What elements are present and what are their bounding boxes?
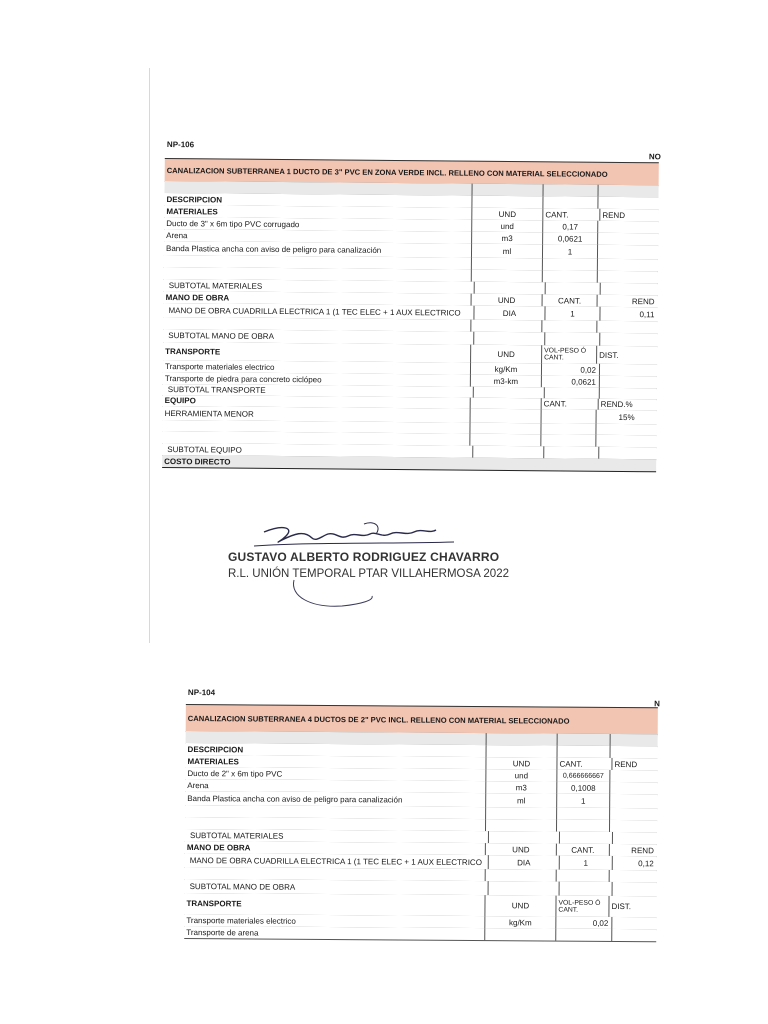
item-desc: Arena <box>166 230 188 240</box>
item-desc: Transporte materiales electrico <box>186 915 296 926</box>
signer-role: R.L. UNIÓN TEMPORAL PTAR VILLAHERMOSA 2022 <box>228 568 509 580</box>
item-und <box>484 928 555 940</box>
item-und: DIA <box>488 855 559 869</box>
item-desc: Banda Plastica ancha con aviso de peligro para canalización <box>187 793 403 805</box>
subtotal-materiales: SUBTOTAL MATERIALES <box>189 830 284 841</box>
item-cant: 0,666666667 <box>556 770 609 782</box>
col-und: UND <box>484 895 555 916</box>
item-desc: Transporte de arena <box>186 927 259 938</box>
item-cant: 0,0621 <box>541 375 599 388</box>
item-und: kg/Km <box>470 363 541 376</box>
item-desc: Transporte materiales electrico <box>164 361 275 372</box>
item-cant: 0,1008 <box>556 782 609 794</box>
descripcion-label: DESCRIPCION <box>187 744 244 754</box>
materiales-heading: MATERIALES <box>187 756 239 766</box>
item-und: m3 <box>485 781 556 793</box>
col-dist: DIST. <box>608 896 656 917</box>
table-row <box>184 926 656 942</box>
subtotal-mano-obra: SUBTOTAL MANO DE OBRA <box>168 331 274 341</box>
item-rend: 15% <box>596 410 657 425</box>
item-und: ml <box>485 793 556 807</box>
subtotal-materiales: SUBTOTAL MATERIALES <box>168 280 263 291</box>
col-dist: DIST. <box>596 346 657 365</box>
item-desc: MANO DE OBRA CUADRILLA ELECTRICA 1 (1 TEC ELEC + 1 AUX ELECTRICO <box>168 305 461 318</box>
item-cant: 0,17 <box>542 220 597 232</box>
col-cant: CANT. <box>542 208 599 220</box>
mano-obra-heading: MANO DE OBRA <box>186 842 251 852</box>
col-cant: CANT. <box>556 758 611 770</box>
item-desc: Arena <box>187 780 209 790</box>
col-cant: CANT. <box>541 398 598 409</box>
col-und: UND <box>471 208 542 221</box>
subtotal-transporte: SUBTOTAL TRANSPORTE <box>167 385 266 395</box>
signer-name: GUSTAVO ALBERTO RODRIGUEZ CHAVARRO <box>228 550 500 564</box>
item-title: CANALIZACION SUBTERRANEA 4 DUCTOS DE 2" PVC INCL. RELLENO CON MATERIAL SELECCIONADO <box>186 704 658 735</box>
descripcion-label: DESCRIPCION <box>166 194 223 204</box>
item-desc: Ducto de 2" x 6m tipo PVC <box>187 768 283 779</box>
materiales-heading: MATERIALES <box>166 206 218 216</box>
item-rend: 0,11 <box>599 307 657 322</box>
item-und: und <box>471 220 542 233</box>
col-cant: CANT. <box>542 294 597 306</box>
col-rend: REND <box>597 295 658 308</box>
item-desc: Ducto de 3" x 6m tipo PVC corrugado <box>166 218 300 229</box>
page-edge-line <box>149 68 150 643</box>
item-cant: 0,02 <box>555 917 611 929</box>
item-und: DIA <box>473 306 544 321</box>
item-desc: MANO DE OBRA CUADRILLA ELECTRICA 1 (1 TEC ELEC + 1 AUX ELECTRICO <box>189 855 482 867</box>
item-cant: 1 <box>556 794 609 808</box>
item-cant: 0,0621 <box>542 232 597 244</box>
col-rend: REND <box>599 209 658 222</box>
item-cant: 1 <box>544 306 599 320</box>
item-desc: HERRAMIENTA MENOR <box>164 408 254 419</box>
item-cant: 1 <box>542 244 597 258</box>
item-und: m3-km <box>470 375 541 388</box>
signature-block <box>224 520 524 615</box>
item-code: NP-106 <box>166 140 195 150</box>
item-und: und <box>485 769 556 781</box>
item-cant: 0,02 <box>541 363 599 376</box>
item-rend: 0,12 <box>612 856 657 870</box>
transporte-heading: TRANSPORTE <box>186 899 242 909</box>
item-desc: Banda Plastica ancha con aviso de peligro para canalización <box>166 243 382 255</box>
mano-obra-heading: MANO DE OBRA <box>165 292 230 303</box>
subtotal-mano-obra: SUBTOTAL MANO DE OBRA <box>189 881 296 892</box>
col-und: UND <box>485 757 556 769</box>
col-cant: CANT. <box>556 844 609 856</box>
apu-sheet-np104 <box>184 686 658 951</box>
item-und: kg/Km <box>484 916 555 928</box>
corner-header: NO <box>648 152 661 162</box>
col-vol-peso: VOL-PESO Ó CANT. <box>541 345 596 363</box>
corner-header: N <box>654 699 660 709</box>
item-und: m3 <box>471 232 542 245</box>
item-title: CANALIZACION SUBTERRANEA 1 DUCTO DE 3" PVC EN ZONA VERDE INCL. RELLENO CON MATERIAL SELECCIONADO <box>165 158 659 186</box>
transporte-heading: TRANSPORTE <box>165 346 221 356</box>
item-cant: 1 <box>559 856 612 870</box>
subtotal-equipo: SUBTOTAL EQUIPO <box>167 444 242 455</box>
costo-directo-label: COSTO DIRECTO <box>164 456 231 467</box>
item-cant <box>555 929 611 941</box>
col-und: UND <box>485 843 556 855</box>
col-vol-peso: VOL-PESO Ó CANT. <box>555 896 608 917</box>
apu-sheet-np106 <box>162 138 659 502</box>
item-und: ml <box>471 244 542 259</box>
equipo-heading: EQUIPO <box>164 396 196 406</box>
col-und: UND <box>471 294 542 307</box>
col-rend: REND <box>611 758 657 770</box>
col-rend-pct: REND.% <box>598 399 657 411</box>
item-code: NP-104 <box>187 688 216 698</box>
item-desc: Transporte de piedra para concreto ciclópeo <box>164 373 322 384</box>
col-und: UND <box>470 345 541 364</box>
col-rend: REND <box>609 844 657 856</box>
